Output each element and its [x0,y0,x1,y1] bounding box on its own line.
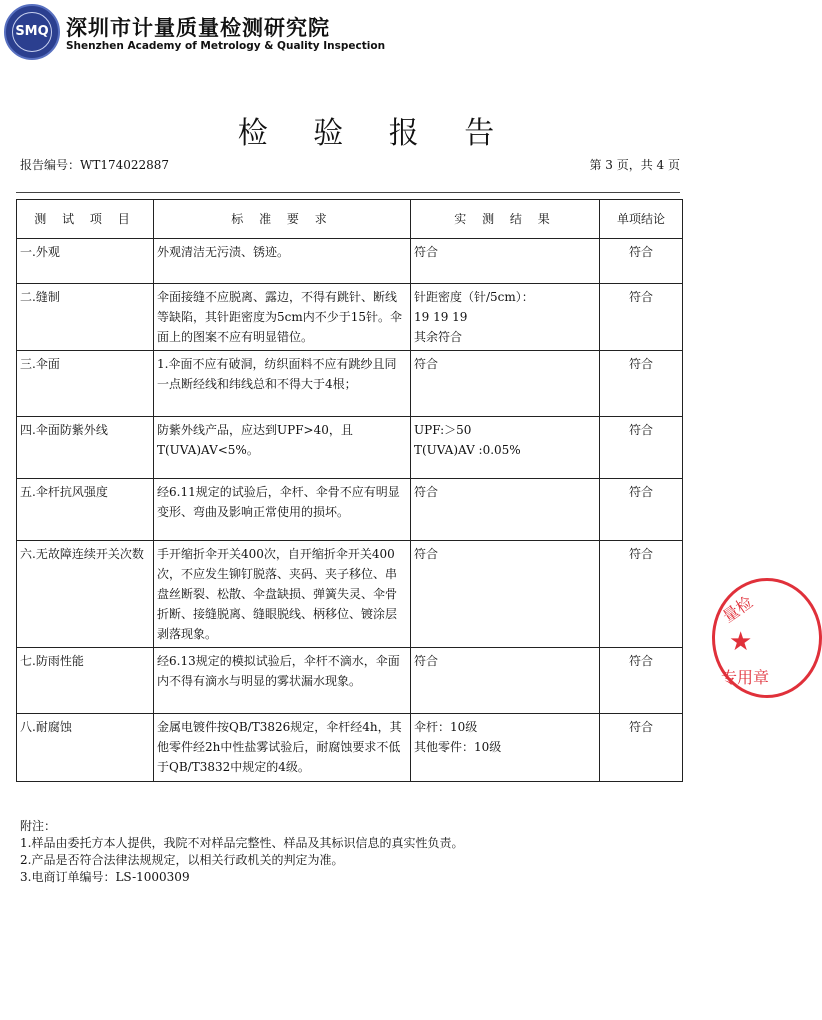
cell-conclusion: 符合 [600,648,683,714]
cell-requirement: 1.伞面不应有破洞，纺织面料不应有跳纱且同一点断经线和纬线总和不得大于4根； [154,351,411,417]
page-info: 第 3 页，共 4 页 [589,158,680,172]
org-name-cn: 深圳市计量质量检测研究院 [66,16,330,40]
col-header-item: 测 试 项 目 [17,200,154,239]
table-row [17,479,683,541]
cell-item: 六.无故障连续开关次数 [17,541,154,648]
org-name-en: Shenzhen Academy of Metrology & Quality Inspection [66,40,386,52]
col-header-conclusion: 单项结论 [600,200,683,239]
cell-conclusion: 符合 [600,714,683,782]
table-row [17,284,683,351]
seal-text-top: 量检 [719,592,757,627]
col-header-requirement: 标 准 要 求 [154,200,411,239]
table-row [17,714,683,782]
seal-star-icon: ★ [729,627,753,657]
cell-item: 二.缝制 [17,284,154,351]
cell-requirement: 伞面接缝不应脱离、露边，不得有跳针、断线等缺陷，其针距密度为5cm内不少于15针。伞面上的图案不应有明显错位。 [154,284,411,351]
cell-result: 符合 [411,648,600,714]
header-divider [16,192,680,193]
note-item: 3.电商订单编号：LS-1000309 [20,870,190,884]
table-row [17,351,683,417]
cell-item: 四.伞面防紫外线 [17,417,154,479]
cell-conclusion: 符合 [600,239,683,284]
cell-requirement: 经6.11规定的试验后，伞杆、伞骨不应有明显变形、弯曲及影响正常使用的损坏。 [154,479,411,541]
cell-conclusion: 符合 [600,417,683,479]
table-header-row [17,200,683,239]
cell-result: 针距密度（针/5cm）： 19 19 19 其余符合 [411,284,600,351]
notes-heading: 附注： [20,819,57,833]
note-item: 1.样品由委托方本人提供，我院不对样品完整性、样品及其标识信息的真实性负责。 [20,836,464,850]
cell-requirement: 经6.13规定的模拟试验后，伞杆不滴水，伞面内不得有滴水与明显的雾状漏水现象。 [154,648,411,714]
cell-item: 七.防雨性能 [17,648,154,714]
cell-conclusion: 符合 [600,479,683,541]
table-row [17,239,683,284]
cell-item: 五.伞杆抗风强度 [17,479,154,541]
cell-item: 三.伞面 [17,351,154,417]
logo-text: SMQ [15,24,49,39]
report-title: 检 验 报 告 [237,116,513,151]
cell-conclusion: 符合 [600,351,683,417]
official-seal-stamp [712,578,822,698]
cell-conclusion: 符合 [600,541,683,648]
table-row [17,417,683,479]
cell-result: UPF:＞50 T(UVA)AV :0.05% [411,417,600,479]
notes-section [20,818,463,886]
cell-result: 符合 [411,239,600,284]
cell-result: 符合 [411,351,600,417]
cell-result: 符合 [411,479,600,541]
cell-item: 一.外观 [17,239,154,284]
cell-requirement: 金属电镀件按QB/T3826规定，伞杆经4h，其他零件经2h中性盐雾试验后，耐腐蚀要求不低于QB/T3832中规定的4级。 [154,714,411,782]
cell-requirement: 手开缩折伞开关400次，自开缩折伞开关400次，不应发生铆钉脱落、夹码、夹子移位、串盘丝断裂、松散、伞盘缺损、弹簧失灵、伞骨折断、接缝脱离、缝眼脱线、柄移位、镀涂层剥落现象。 [154,541,411,648]
report-number: 报告编号：WT174022887 [20,158,170,172]
cell-requirement: 防紫外线产品，应达到UPF>40，且T(UVA)AV<5%。 [154,417,411,479]
cell-result: 符合 [411,541,600,648]
cell-conclusion: 符合 [600,284,683,351]
seal-text-bottom: 专用章 [721,668,770,687]
table-row [17,648,683,714]
cell-item: 八.耐腐蚀 [17,714,154,782]
note-item: 2.产品是否符合法律法规规定，以相关行政机关的判定为准。 [20,853,344,867]
col-header-result: 实 测 结 果 [411,200,600,239]
report-table [16,199,683,782]
cell-result: 伞杆：10级 其他零件：10级 [411,714,600,782]
table-row [17,541,683,648]
org-logo [4,4,60,60]
cell-requirement: 外观清洁无污渍、锈迹。 [154,239,411,284]
